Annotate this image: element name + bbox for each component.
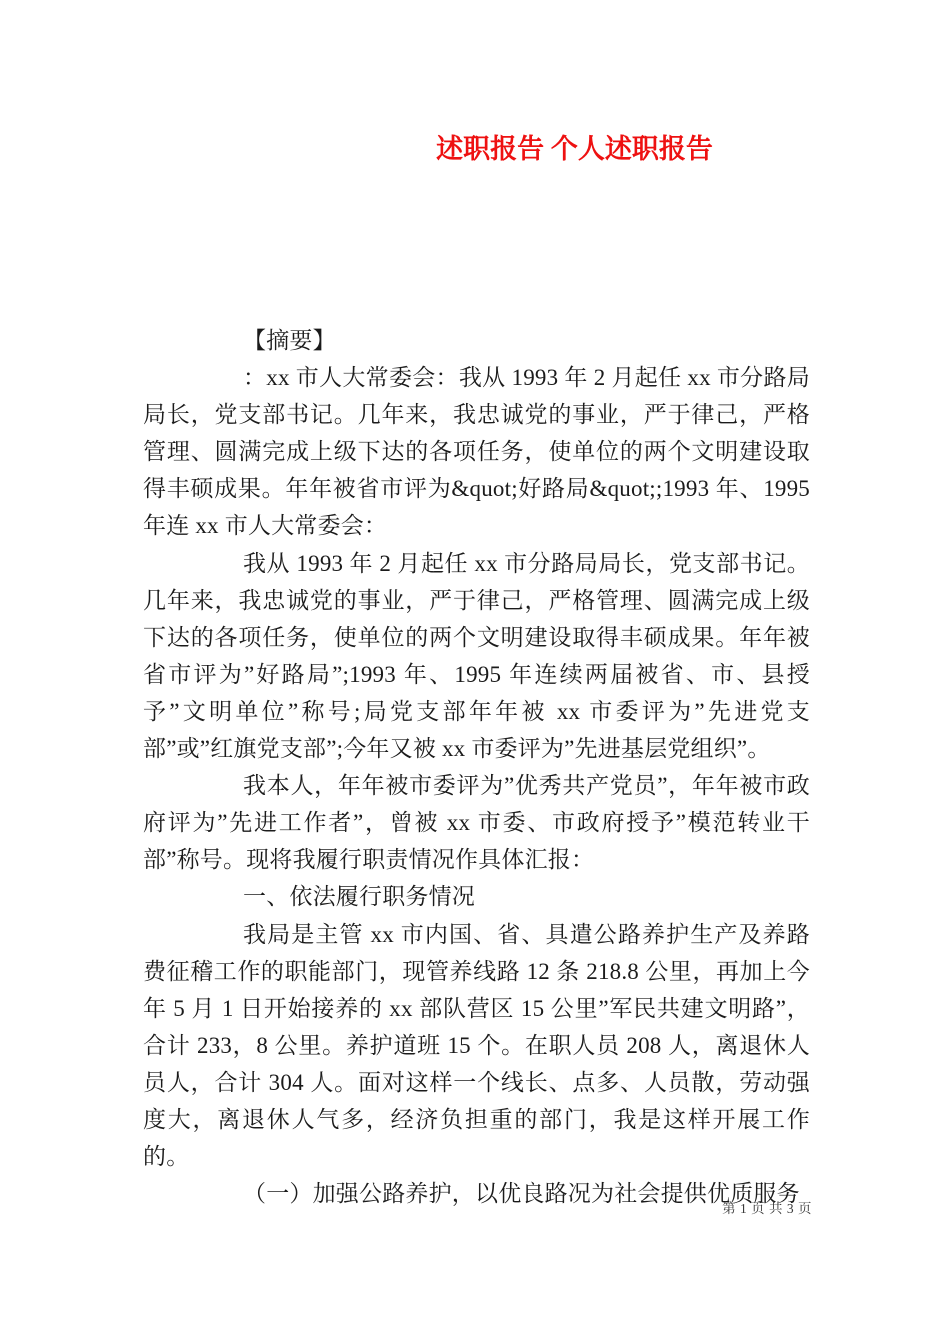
section-heading-1: 一、依法履行职务情况: [243, 884, 475, 910]
document-title: 述职报告 个人述职报告: [436, 134, 713, 164]
page-number-footer: 第 1 页 共 3 页: [722, 1201, 812, 1216]
body-paragraph-personal-honors: 我本人，年年被市委评为”优秀共产党员”，年年被市政府评为”先进工作者”，曾被 xx 市委、市政府授予”模范转业干部”称号。现将我履行职责情况作具体汇报：: [143, 773, 810, 873]
abstract-paragraph: ：xx 市人大常委会：我从 1993 年 2 月起任 xx 市分路局局长，党支部书记。几年来，我忠诚党的事业，严于律己，严格管理、圆满完成上级下达的各项任务，使单位的两个文明建设取得丰硕成果。年年被省市评为&quot;好路局&quot;;1993 年、1995 年连 xx 市人大常委会：: [143, 365, 810, 539]
abstract-heading: 【摘要】: [243, 328, 336, 353]
body-paragraph-bureau-overview: 我局是主管 xx 市内国、省、具遣公路养护生产及养路费征稽工作的职能部门，现管养线路 12 条 218.8 公里，再加上今年 5 月 1 日开始接养的 xx 部队营区 15 公里”军民共建文明路”，合计 233，8 公里。养护道班 15 个。在职人员 208 人，离退休人员人，合计 304 人。面对这样一个线长、点多、人员散，劳动强度大，离退休人气多，经济负担重的部门，我是这样开展工作的。: [143, 921, 810, 1170]
document-body: [143, 322, 810, 1212]
subsection-heading-1-1: （一）加强公路养护，以优良路况为社会提供优质服务: [243, 1181, 800, 1207]
body-paragraph-intro: 我从 1993 年 2 月起任 xx 市分路局局长，党支部书记。几年来，我忠诚党的事业，严于律己，严格管理、圆满完成上级下达的各项任务，使单位的两个文明建设取得丰硕成果。年年被省市评为”好路局”;1993 年、1995 年连续两届被省、市、县授予”文明单位”称号;局党支部年年被 xx 市委评为”先进党支部”或”红旗党支部”;今年又被 xx 市委评为”先进基层党组织”。: [143, 550, 810, 762]
